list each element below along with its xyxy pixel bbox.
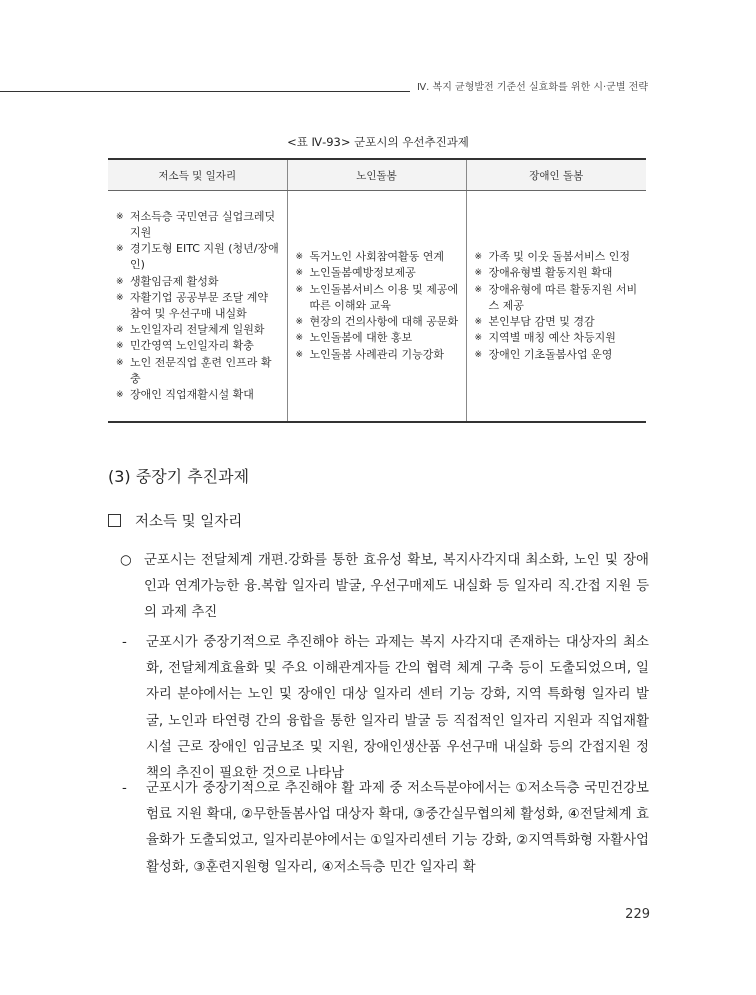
header-divider <box>0 91 410 92</box>
subsection-title: 저소득 및 일자리 <box>108 510 242 531</box>
list-item: ※ 민간영역 노인일자리 확충 <box>116 339 254 353</box>
dash-bullet: - <box>122 781 127 796</box>
list-item: ※ 자활기업 공공부문 조달 계약 참여 및 우선구매 내실화 <box>116 290 269 320</box>
paragraph-detail-2: - 군포시가 중장기적으로 추진해야 활 과제 중 저소득분야에서는 ①저소득층 국민건강보험료 지원 확대, ②무한돌봄사업 대상자 확대, ③중간실무협의체 활성화, ④전달체계 효율화가 도출되었고, 일자리분야에서는 ①일자리센터 기능 강화, ②지역특화형 자활사업 활성화, ③훈련지원형 일자리, ④저소득층 민간 일자리 확 <box>146 776 649 881</box>
list-item: ※ 가족 및 이웃 돌봄서비스 인정 <box>474 250 630 264</box>
list-item: ※ 현장의 건의사항에 대해 공문화 <box>295 315 459 329</box>
list-item: ※ 본인부담 감면 및 경감 <box>474 315 595 329</box>
running-header: Ⅳ. 복지 균형발전 기준선 실효화를 위한 시·군별 전략 <box>416 82 648 93</box>
list-item: ※ 장애인 직업재활시설 확대 <box>116 388 254 402</box>
column-header-elder-care: 노인돌봄 <box>287 159 466 191</box>
list-item: ※ 노인돌봄에 대한 홍보 <box>295 331 413 345</box>
list-item: ※ 저소득층 국민연금 실업크레딧 지원 <box>116 209 276 239</box>
disability-care-cell <box>466 191 646 423</box>
list-item: ※ 노인돌봄 사례관리 기능강화 <box>295 347 445 361</box>
list-item: ※ 노인돌봄서비스 이용 및 제공에 따른 이해와 교육 <box>295 282 459 312</box>
list-item: ※ 생활임금제 활성화 <box>116 274 219 288</box>
column-header-disability-care: 장애인 돌봄 <box>466 159 646 191</box>
section-title: (3) 중장기 추진과제 <box>108 467 250 486</box>
list-item: ※ 경기도형 EITC 지원 (청년/장애인) <box>116 242 279 272</box>
column-header-income-jobs: 저소득 및 일자리 <box>108 159 287 191</box>
list-item: ※ 지역별 매칭 예산 차등지원 <box>474 331 616 345</box>
paragraph-detail-1: - 군포시가 중장기적으로 추진해야 하는 과제는 복지 사각지대 존재하는 대상자의 최소화, 전달체계효율화 및 주요 이해관계자들 간의 협력 체계 구축 등이 도출되었으며, 일자리 분야에서는 노인 및 장애인 대상 일자리 센터 기능 강화, 지역 특화형 일자리 발굴, 노인과 타연령 간의 융합을 통한 일자리 발굴 등 직접적인 일자리 지원과 직업재활시설 근로 장애인 임금보조 및 지원, 장애인생산품 우선구매 내실화 등의 간접지원 정책의 추진이 필요한 것으로 나타남 <box>146 630 649 787</box>
list-item: ※ 장애유형에 따른 활동지원 서비스 제공 <box>474 282 638 312</box>
priority-task-table <box>108 158 646 423</box>
list-item: ※ 독거노인 사회참여활동 연계 <box>295 250 445 264</box>
list-item: ※ 노인일자리 전달체계 일원화 <box>116 323 265 337</box>
list-item: ※ 노인돌봄예방정보제공 <box>295 266 416 280</box>
income-jobs-cell <box>108 191 287 423</box>
list-item: ※ 장애유형별 활동지원 확대 <box>474 266 613 280</box>
elder-care-cell <box>287 191 466 423</box>
paragraph-summary: ○ 군포시는 전달체계 개편.강화를 통한 효유성 확보, 복지사각지대 최소화, 노인 및 장애인과 연계가능한 융.복합 일자리 발굴, 우선구매제도 내실화 등 일자리 직.간접 지원 등의 과제 추진 <box>144 548 649 627</box>
list-item: ※ 노인 전문직업 훈련 인프라 확충 <box>116 355 272 385</box>
dash-bullet: - <box>122 635 127 650</box>
page-number: 229 <box>625 907 650 922</box>
list-item: ※ 장애인 기초돌봄사업 운영 <box>474 347 613 361</box>
table-caption: <표 Ⅳ-93> 군포시의 우선추진과제 <box>287 135 469 149</box>
checkbox-square-icon <box>108 514 121 527</box>
circle-bullet-icon: ○ <box>120 553 132 568</box>
